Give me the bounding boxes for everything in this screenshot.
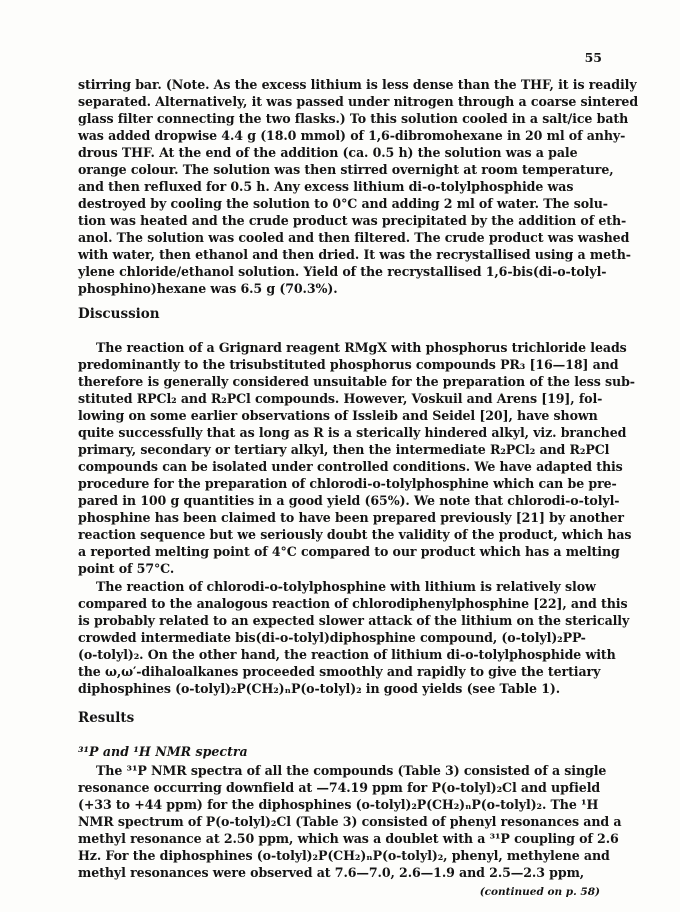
text-line: diphosphines (o-tolyl)₂P(CH₂)ₙP(o-tolyl)₂ in good yields (see Table 1). [78, 681, 561, 696]
results-paragraph [78, 762, 622, 881]
results-heading: Results [78, 710, 135, 726]
discussion-paragraph-2 [78, 578, 630, 697]
text-line: therefore is generally considered unsuitable for the preparation of the less sub- [78, 374, 635, 389]
procedure-paragraph [78, 76, 639, 297]
text-line: with water, then ethanol and then dried. It was the recrystallised using a meth- [78, 247, 631, 262]
text-line: the ω,ω′-dihaloalkanes proceeded smoothly and rapidly to give the tertiary [78, 664, 601, 679]
text-line: lowing on some earlier observations of Issleib and Seidel [20], have shown [78, 408, 598, 423]
text-line: pared in 100 g quantities in a good yield (65%). We note that chlorodi-o-tolyl- [78, 493, 620, 508]
text-line: stituted RPCl₂ and R₂PCl compounds. However, Voskuil and Arens [19], fol- [78, 391, 603, 406]
text-line: reaction sequence but we seriously doubt the validity of the product, which has [78, 527, 632, 542]
page-number: 55 [584, 50, 602, 65]
text-line: The ³¹P NMR spectra of all the compounds (Table 3) consisted of a single [96, 763, 607, 778]
text-line: compared to the analogous reaction of chlorodiphenylphosphine [22], and this [78, 596, 628, 611]
text-line: separated. Alternatively, it was passed under nitrogen through a coarse sintered [78, 94, 639, 109]
text-line: procedure for the preparation of chlorodi-o-tolylphosphine which can be pre- [78, 476, 617, 491]
text-line: The reaction of chlorodi-o-tolylphosphine with lithium is relatively slow [96, 579, 596, 594]
text-line: crowded intermediate bis(di-o-tolyl)diphosphine compound, (o-tolyl)₂PP- [78, 630, 586, 645]
continuation-note: (continued on p. 58) [479, 886, 600, 898]
text-line: glass filter connecting the two flasks.) To this solution cooled in a salt/ice bath [78, 111, 629, 126]
text-line: (+33 to +44 ppm) for the diphosphines (o-tolyl)₂P(CH₂)ₙP(o-tolyl)₂. The ¹H [78, 797, 599, 812]
text-line: methyl resonance at 2.50 ppm, which was a doublet with a ³¹P coupling of 2.6 [78, 831, 619, 846]
text-line: anol. The solution was cooled and then filtered. The crude product was washed [78, 230, 630, 245]
discussion-heading: Discussion [78, 306, 160, 322]
text-line: resonance occurring downfield at —74.19 ppm for P(o-tolyl)₂Cl and upfield [78, 780, 601, 795]
text-line: a reported melting point of 4°C compared to our product which has a melting [78, 544, 620, 559]
text-line: quite successfully that as long as R is a sterically hindered alkyl, viz. branched [78, 425, 627, 440]
text-line: drous THF. At the end of the addition (ca. 0.5 h) the solution was a pale [78, 145, 578, 160]
text-line: predominantly to the trisubstituted phosphorus compounds PR₃ [16—18] and [78, 357, 619, 372]
text-line: destroyed by cooling the solution to 0°C and adding 2 ml of water. The solu- [78, 196, 608, 211]
text-line: phosphine has been claimed to have been prepared previously [21] by another [78, 510, 624, 525]
text-line: NMR spectrum of P(o-tolyl)₂Cl (Table 3) consisted of phenyl resonances and a [78, 814, 622, 829]
text-line: methyl resonances were observed at 7.6—7.0, 2.6—1.9 and 2.5—2.3 ppm, [78, 865, 585, 880]
text-line: ylene chloride/ethanol solution. Yield of the recrystallised 1,6-bis(di-o-tolyl- [78, 264, 607, 279]
text-line: compounds can be isolated under controlled conditions. We have adapted this [78, 459, 623, 474]
text-line: The reaction of a Grignard reagent RMgX with phosphorus trichloride leads [96, 340, 627, 355]
text-line: point of 57°C. [78, 561, 175, 576]
text-line: stirring bar. (Note. As the excess lithium is less dense than the THF, it is readily [78, 77, 637, 92]
text-line: and then refluxed for 0.5 h. Any excess lithium di-o-tolylphosphide was [78, 179, 574, 194]
text-line: orange colour. The solution was then stirred overnight at room temperature, [78, 162, 614, 177]
text-line: primary, secondary or tertiary alkyl, then the intermediate R₂PCl₂ and R₂PCl [78, 442, 610, 457]
discussion-paragraph-1 [78, 339, 635, 577]
text-line: phosphino)hexane was 6.5 g (70.3%). [78, 281, 338, 296]
text-line: was added dropwise 4.4 g (18.0 mmol) of 1,6-dibromohexane in 20 ml of anhy- [78, 128, 626, 143]
text-line: Hz. For the diphosphines (o-tolyl)₂P(CH₂)ₙP(o-tolyl)₂, phenyl, methylene and [78, 848, 610, 863]
text-line: tion was heated and the crude product was precipitated by the addition of eth- [78, 213, 627, 228]
nmr-subheading: ³¹P and ¹H NMR spectra [78, 744, 248, 759]
text-line: (o-tolyl)₂. On the other hand, the reaction of lithium di-o-tolylphosphide with [78, 647, 616, 662]
text-line: is probably related to an expected slower attack of the lithium on the sterically [78, 613, 630, 628]
